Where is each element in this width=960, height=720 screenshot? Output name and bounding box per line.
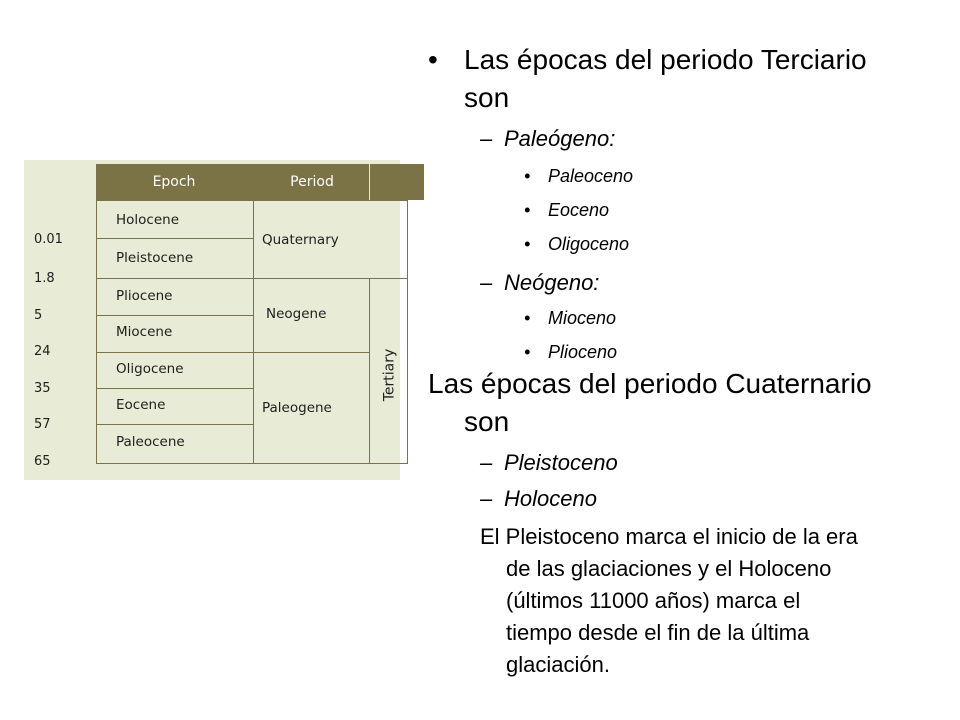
- bullet-marker: •: [524, 234, 531, 254]
- period-neogene: Neogene: [266, 306, 327, 322]
- item-plioceno: Plioceno: [548, 342, 618, 362]
- age-label: 35: [34, 381, 51, 396]
- list-item: [524, 342, 617, 363]
- table-grid-lines: [24, 160, 400, 480]
- item-holoceno: Holoceno: [504, 486, 597, 511]
- age-label: 24: [34, 344, 51, 359]
- list-item: [524, 166, 633, 187]
- header-period: Period: [290, 174, 334, 190]
- list-item: [524, 308, 616, 329]
- dash-marker: –: [480, 126, 493, 151]
- period-tertiary: [367, 285, 411, 465]
- paleogeno-label: Paleógeno:: [504, 126, 616, 151]
- period-paleogene: Paleogene: [262, 400, 332, 416]
- age-label: 0.01: [34, 232, 63, 247]
- age-label: 1.8: [34, 271, 55, 286]
- paragraph-line: glaciación.: [506, 652, 610, 677]
- period-tertiary-label: Tertiary: [381, 348, 398, 402]
- list-item: [524, 234, 629, 255]
- item-eoceno: Eoceno: [548, 200, 610, 220]
- paragraph-line: (últimos 11000 años) marca el: [506, 588, 801, 613]
- epoch-paleocene: Paleocene: [116, 434, 185, 450]
- bullet-marker: •: [524, 200, 531, 220]
- list-item: [480, 486, 597, 512]
- heading-tertiary-line1: Las épocas del periodo Terciario: [464, 44, 867, 75]
- neogeno-label: Neógeno:: [504, 270, 600, 295]
- paleogeno-heading: [480, 126, 615, 152]
- bullet-marker: •: [524, 166, 531, 186]
- paragraph-line: de las glaciaciones y el Holoceno: [506, 556, 832, 581]
- dash-marker: –: [480, 450, 493, 475]
- bullet-marker: •: [524, 342, 531, 362]
- epoch-oligocene: Oligocene: [116, 361, 184, 377]
- geologic-time-table: [24, 160, 400, 480]
- neogeno-heading: [480, 270, 599, 296]
- list-item: [480, 450, 618, 476]
- dash-marker: –: [480, 270, 493, 295]
- bullet-marker: •: [524, 308, 531, 328]
- item-oligoceno: Oligoceno: [548, 234, 630, 254]
- item-pleistoceno: Pleistoceno: [504, 450, 618, 475]
- heading-quaternary-line1: Las épocas del periodo Cuaternario: [428, 368, 872, 399]
- header-epoch: Epoch: [152, 174, 196, 190]
- paragraph-line: El Pleistoceno marca el inicio de la era: [480, 524, 858, 549]
- epoch-holocene: Holocene: [116, 212, 180, 228]
- heading-tertiary-line2: son: [464, 82, 510, 113]
- age-label: 57: [34, 417, 51, 432]
- dash-marker: –: [480, 486, 493, 511]
- epoch-pliocene: Pliocene: [116, 288, 173, 304]
- heading-tertiary: [428, 44, 867, 76]
- heading-quaternary-line2: son: [464, 406, 510, 437]
- epoch-eocene: Eocene: [116, 397, 166, 413]
- age-label: 5: [34, 308, 43, 323]
- period-quaternary: Quaternary: [262, 232, 339, 248]
- list-item: [524, 200, 609, 221]
- epoch-pleistocene: Pleistocene: [116, 250, 194, 266]
- bullet-marker: •: [428, 44, 438, 75]
- paragraph-line: tiempo desde el fin de la última: [506, 620, 810, 645]
- epoch-miocene: Miocene: [116, 324, 173, 340]
- item-paleoceno: Paleoceno: [548, 166, 634, 186]
- item-mioceno: Mioceno: [548, 308, 617, 328]
- age-label: 65: [34, 454, 51, 469]
